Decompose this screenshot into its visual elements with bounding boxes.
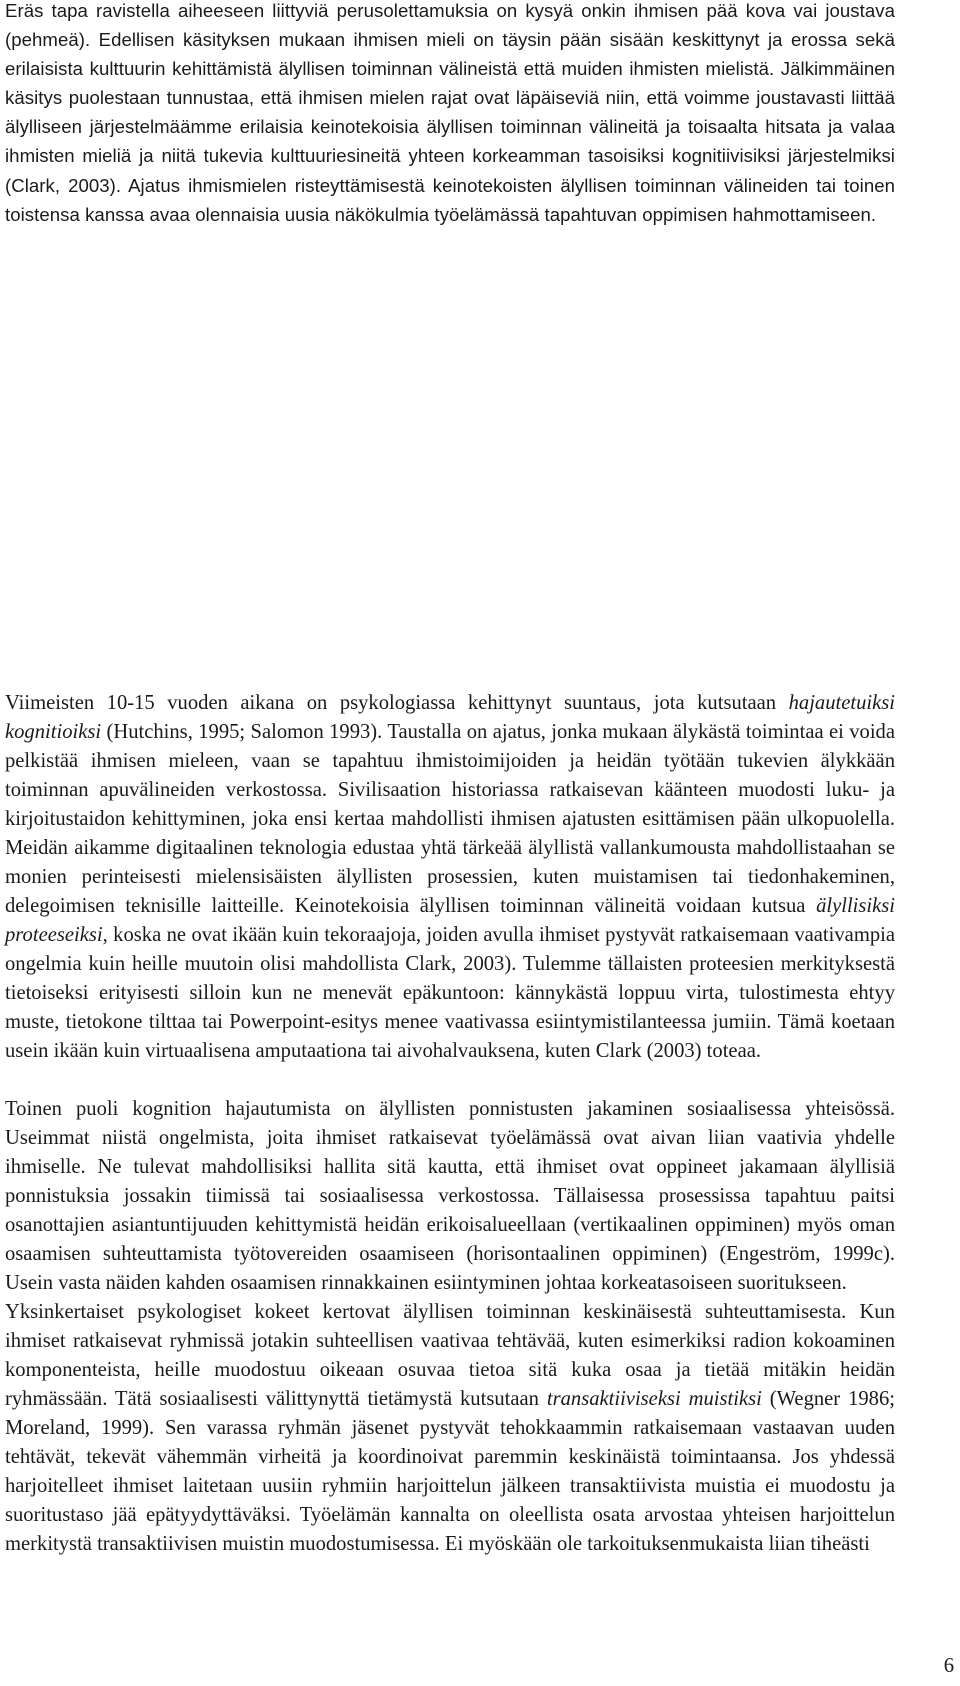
italic-term-distributed-cognition: hajautetuiksi kognitioiksi (5, 692, 895, 743)
paragraph-text: Viimeisten 10-15 vuoden aikana on psykologiassa kehittynyt suuntaus, jota kutsutaan (5, 692, 789, 714)
italic-term-transactive-memory: transaktiiviseksi muistiksi (546, 1388, 762, 1410)
page-number: 6 (943, 1655, 954, 1677)
paragraph-transactive-memory (5, 1298, 895, 1559)
paragraph-hard-soft-mind (5, 0, 895, 229)
paragraph-distributed-cognition (5, 689, 895, 1066)
paragraph-text: Eräs tapa ravistella aiheeseen liittyviä perusolettamuksia on kysyä onkin ihmisen pää kova vai joustava (pehmeä). Edellisen käsityksen mukaan ihmisen mieli on täysin pään sisään keskittynyt ja erossa sekä erilaisista kulttuurin kehittämistä älyllisen toiminnan välineistä että muiden ihmisten mielistä. Jälkimmäinen käsitys puolestaan tunnustaa, että ihmisen mielen rajat ovat läpäiseviä niin, että voimme joustavasti liittää älylliseen järjestelmäämme erilaisia keinotekoisia älyllisen toiminnan välineitä ja toisaalta hitsata ja valaa ihmisten mieliä ja niitä tukevia kulttuuriesineitä yhteen korkeamman tasoisiksi kognitiivisiksi järjestelmiksi (Clark, 2003). Ajatus ihmismielen risteyttämisestä keinotekoisten älyllisen toiminnan välineiden tai toinen toistensa kanssa avaa olennaisia uusia näkökulmia työelämässä tapahtuvan oppimisen hahmottamiseen. (5, 0, 895, 225)
paragraph-text: Toinen puoli kognition hajautumista on älyllisten ponnistusten jakaminen sosiaalisessa yhteisössä. Useimmat niistä ongelmista, joita ihmiset ratkaisevat työelämässä ovat aivan liian vaativia yhdelle ihmiselle. Ne tulevat mahdollisiksi hallita sitä kautta, että ihmiset ovat oppineet jakamaan älyllisiä ponnistuksia jossakin tiimissä tai sosiaalisessa verkostossa. Tällaisessa prosessissa tapahtuu paitsi osanottajien asiantuntijuuden kehittymistä heidän erikoisalueellaan (vertikaalinen oppiminen) myös oman osaamisen suhteuttamista työtovereiden osaamiseen (horisontaalinen oppiminen) (Engeström, 1999c). Usein vasta näiden kahden osaamisen rinnakkainen esiintyminen johtaa korkeatasoiseen suoritukseen. (5, 1098, 895, 1294)
paragraph-text: (Wegner 1986; Moreland, 1999). Sen varassa ryhmän jäsenet pystyvät tehokkaammin ratkaisemaan vastaavan uuden tehtävät, tekevät vähemmän virheitä ja koordinoivat paremmin keskinäistä toimintaansa. Jos yhdessä harjoitelleet ihmiset laitetaan uusiin ryhmiin harjoittelun jälkeen transaktiivista muistia ei muodostu ja suoritustaso jää epätyydyttäväksi. Työelämän kannalta on oleellista osata arvostaa yhteisen harjoittelun merkitystä transaktiivisen muistin muodostumisessa. Ei myöskään ole tarkoituksenmukaista liian tiheästi (5, 1388, 895, 1555)
paragraph-text: Yksinkertaiset psykologiset kokeet kertovat älyllisen toiminnan keskinäisestä suhteuttamisesta. Kun ihmiset ratkaisevat ryhmissä jotakin suhteellisen vaativaa tehtävää, kuten esimerkiksi radion kokoaminen komponenteista, heille muodostuu oikeaan osuvaa tietoa sitä kuka osaa ja tietää mitäkin heidän ryhmässään. Tätä sosiaalisesti välittynyttä tietämystä kutsutaan (5, 1301, 895, 1410)
italic-term-intellectual-prostheses: älyllisiksi proteeseiksi (5, 895, 895, 946)
paragraph-text: , koska ne ovat ikään kuin tekoraajoja, joiden avulla ihmiset pystyvät ratkaisemaan vaativampia ongelmia kuin heille muutoin olisi mahdollista Clark, 2003). Tulemme tällaisten proteesien merkityksestä tietoiseksi erityisesti silloin kun ne menevät epäkuntoon: kännykästä loppuu virta, tulostimesta ehtyy muste, tietokone tilttaa tai Powerpoint-esitys menee vaativassa esiintymistilanteessa jumiin. Tämä koetaan usein ikään kuin virtuaalisena amputaationa tai aivohalvauksena, kuten Clark (2003) toteaa. (5, 924, 895, 1062)
paragraph-social-distribution (5, 1095, 895, 1298)
paragraph-text: (Hutchins, 1995; Salomon 1993). Taustalla on ajatus, jonka mukaan älykästä toimintaa ei voida pelkistää ihmisen mieleen, vaan se tapahtuu ihmistoimijoiden ja heidän työtään tukevien älykkään toiminnan apuvälineiden verkostossa. Sivilisaation historiassa ratkaisevan käänteen muodosti luku- ja kirjoitustaidon kehittyminen, joka ensi kertaa mahdollisti ihmisen ajatusten esittämisen pään ulkopuolella. Meidän aikamme digitaalinen teknologia edustaa yhtä tärkeää älyllistä vallankumousta mahdollistaahan se monien perinteisesti mielensisäisten älyllisten prosessien, kuten muistamisen tai tiedonhakeminen, delegoimisen teknisille laitteille. Keinotekoisia älyllisen toiminnan välineitä voidaan kutsua (5, 721, 895, 917)
